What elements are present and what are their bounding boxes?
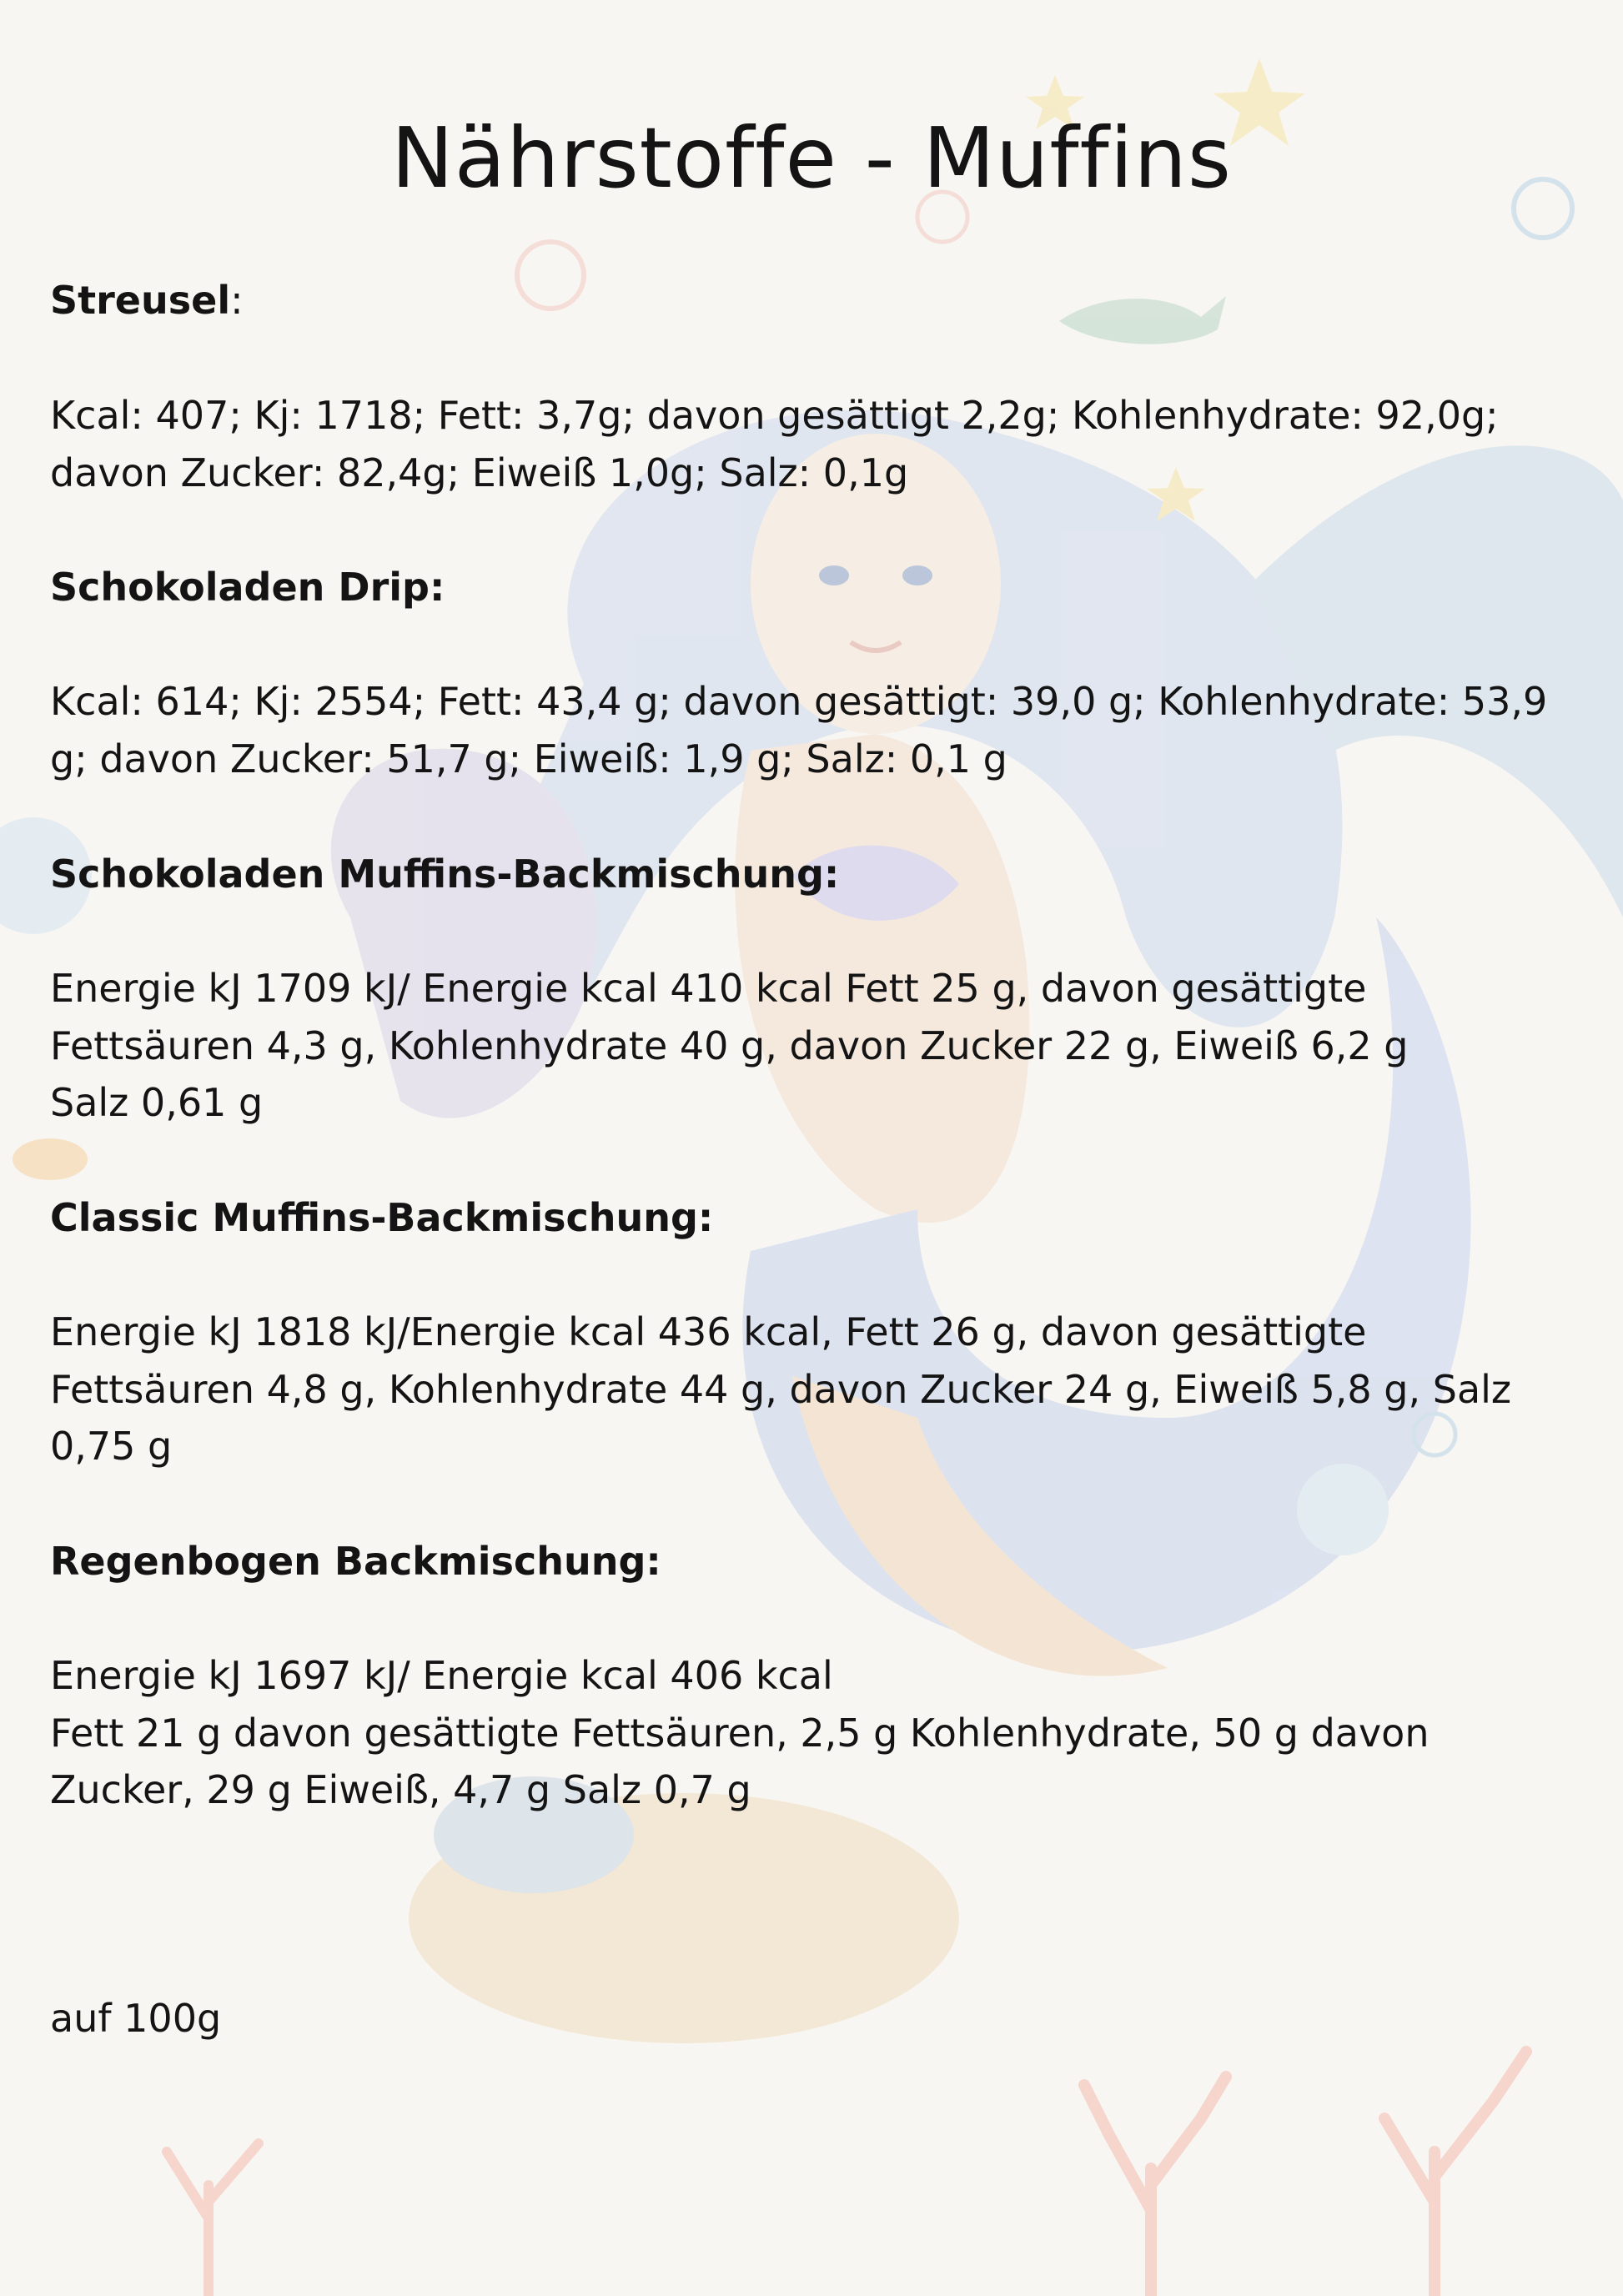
text-line: Fettsäuren 4,3 g, Kohlenhydrate 40 g, davon Zucker 22 g, Eiweiß 6,2 g xyxy=(50,1022,1409,1068)
text-line: Zucker, 29 g Eiweiß, 4,7 g Salz 0,7 g xyxy=(50,1767,751,1812)
section-text-schokoladen-muffins xyxy=(50,960,1576,1132)
section-heading-classic-muffins: Classic Muffins-Backmischung: xyxy=(50,1195,714,1240)
section-heading-streusel xyxy=(50,275,244,325)
section-heading-label: Streusel xyxy=(50,278,231,323)
section-text-schokoladen-drip xyxy=(50,673,1576,787)
text-line: g; davon Zucker: 51,7 g; Eiweiß: 1,9 g; Salz: 0,1 g xyxy=(50,736,1007,781)
text-line: Kcal: 407; Kj: 1718; Fett: 3,7g; davon gesättigt 2,2g; Kohlenhydrate: 92,0g; xyxy=(50,393,1499,438)
page-title: Nährstoffe - Muffins xyxy=(391,109,1232,207)
section-heading-schokoladen-drip: Schokoladen Drip: xyxy=(50,565,445,610)
text-line: Fettsäuren 4,8 g, Kohlenhydrate 44 g, davon Zucker 24 g, Eiweiß 5,8 g, Salz xyxy=(50,1366,1512,1412)
section-text-classic-muffins xyxy=(50,1304,1576,1475)
section-heading-schokoladen-muffins: Schokoladen Muffins-Backmischung: xyxy=(50,852,840,897)
section-text-regenbogen xyxy=(50,1647,1576,1819)
text-line: Fett 21 g davon gesättigte Fettsäuren, 2,5 g Kohlenhydrate, 50 g davon xyxy=(50,1710,1430,1756)
text-line: Kcal: 614; Kj: 2554; Fett: 43,4 g; davon gesättigt: 39,0 g; Kohlenhydrate: 53,9 xyxy=(50,679,1548,724)
text-line: Energie kJ 1818 kJ/Energie kcal 436 kcal, Fett 26 g, davon gesättigte xyxy=(50,1309,1367,1354)
text-line: davon Zucker: 82,4g; Eiweiß 1,0g; Salz: 0,1g xyxy=(50,450,909,495)
footer-note: auf 100g xyxy=(50,1996,222,2041)
section-text-streusel xyxy=(50,387,1576,501)
section-heading-regenbogen: Regenbogen Backmischung: xyxy=(50,1539,661,1584)
text-line: Energie kJ 1697 kJ/ Energie kcal 406 kcal xyxy=(50,1653,833,1698)
text-line: Energie kJ 1709 kJ/ Energie kcal 410 kcal Fett 25 g, davon gesättigte xyxy=(50,966,1367,1011)
section-heading-colon: : xyxy=(230,278,244,323)
text-line: Salz 0,61 g xyxy=(50,1080,264,1125)
text-line: 0,75 g xyxy=(50,1424,173,1469)
